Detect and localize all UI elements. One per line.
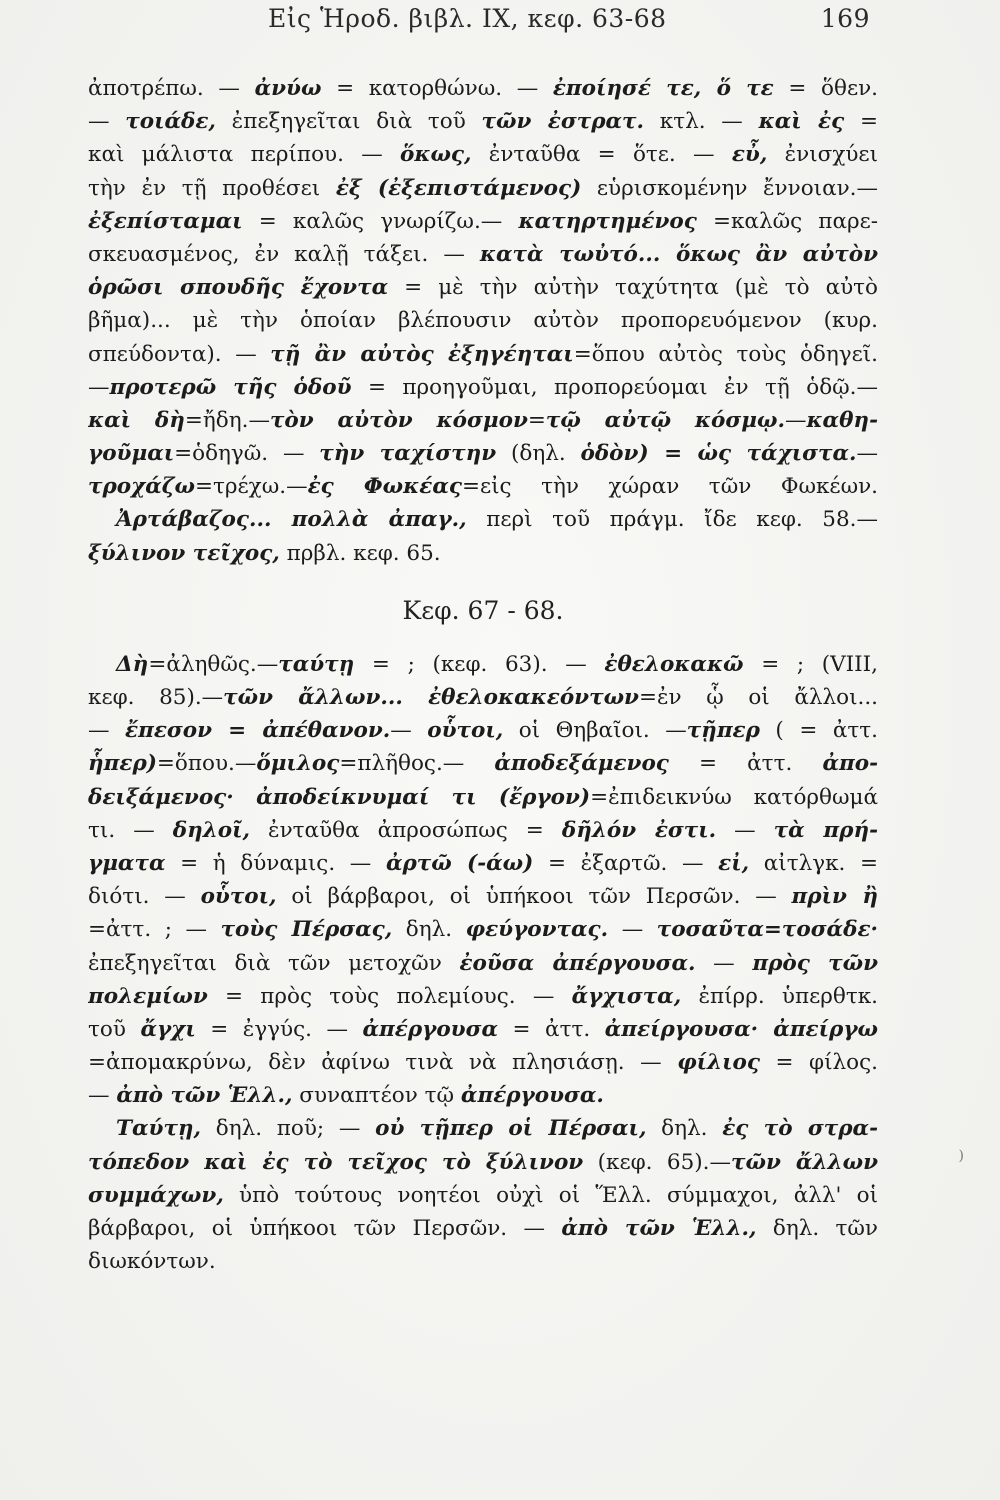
gloss-text: — (784, 407, 807, 433)
gloss-text: =καλῶς παρε- (696, 208, 878, 234)
gloss-text: = ἀττ. (668, 751, 823, 777)
lemma-term: συμμάχων, (88, 1182, 224, 1208)
lemma-term: Ἀρτάβαζος... πολλὰ ἀπαγ., (116, 507, 467, 533)
commentary-section-ch63-66 (88, 72, 878, 570)
gloss-text: — (88, 374, 110, 400)
gloss-text: κτλ. — (644, 109, 759, 135)
gloss-text: = φίλος. (759, 1050, 878, 1076)
gloss-text: ἐπίρρ. ὑπερθτκ. (681, 983, 878, 1009)
lemma-term: ἀνύω (254, 76, 322, 101)
gloss-text: = ἐγγύς. — (195, 1016, 363, 1042)
gloss-text: ὑπὸ τούτους νοητέοι οὐχὶ οἱ Ἕλλ. σύμμαχοι, ἀλλ' οἱ (223, 1182, 878, 1208)
text-line (88, 338, 878, 371)
gloss-text: — (88, 109, 126, 135)
gloss-text: =ὁδηγῶ. — (174, 441, 320, 467)
gloss-text: ἀποτρέπω. — (88, 76, 255, 101)
text-line (88, 72, 878, 105)
gloss-text: = ; (VIII, (743, 651, 878, 677)
gloss-text: ἐνισχύει (767, 142, 878, 168)
gloss-text: δηλ. ποῦ; — (201, 1116, 376, 1142)
text-line (88, 747, 878, 780)
gloss-text: δηλ. (646, 1116, 723, 1142)
lemma-term: ἐθελοκακῶ (604, 651, 744, 677)
text-line (88, 980, 878, 1013)
lemma-term: πολεμίων (88, 983, 208, 1009)
gloss-text: βάρβαροι, οἱ ὑπήκοοι τῶν Περσῶν. — (88, 1216, 562, 1241)
gloss-text: δηλ. τῶν (756, 1216, 878, 1241)
gloss-text: =ἀληθῶς.— (148, 651, 279, 677)
gloss-text: = (844, 109, 878, 135)
gloss-text: διότι. — (88, 884, 201, 910)
gloss-text: — (608, 917, 657, 943)
lemma-term: ταύτῃ (278, 651, 355, 677)
gloss-text: σκευασμένος, ἐν καλῇ τάξει. — (88, 241, 480, 267)
margin-mark: ) (958, 1148, 964, 1164)
lemma-term: τῶν ἄλλων... ἐθελοκακεόντων (223, 685, 639, 710)
gloss-text: = ὅθεν. (773, 76, 878, 101)
lemma-term: προτερῶ τῆς ὁδοῦ (109, 374, 352, 400)
lemma-term: ἐξ (ἐξεπιστάμενος) (335, 175, 582, 201)
gloss-text: =ὅπου.— (156, 751, 257, 777)
gloss-text: — (695, 950, 753, 976)
text-line (88, 537, 878, 570)
text-line (88, 648, 878, 681)
lemma-term: ἐοῦσα ἀπέργουσα. (459, 950, 696, 976)
gloss-text: = ; (κεφ. 63). — (354, 651, 605, 677)
lemma-term: ἄγχιστα, (571, 983, 682, 1009)
lemma-term: εὖ, (731, 142, 768, 168)
text-line (88, 470, 878, 503)
text-line (88, 714, 878, 747)
gloss-text: καὶ μάλιστα περίπου. — (88, 142, 400, 168)
text-line (88, 1079, 878, 1112)
lemma-term: κατὰ τωὐτό... ὅκως ἂν αὐτὸν (479, 241, 878, 267)
gloss-text: τὴν ἐν τῇ προθέσει (88, 175, 336, 201)
text-line (88, 503, 878, 536)
gloss-text: =πλῆθος.— (339, 751, 495, 777)
lemma-term: ξύλινον τεῖχος, (88, 540, 280, 566)
text-line (88, 1212, 878, 1245)
gloss-text: δηλ. (392, 917, 466, 943)
running-title: Εἰς Ἡροδ. βιβλ. IX, κεφ. 63-68 (268, 4, 667, 33)
commentary-section-ch67-68 (88, 648, 878, 1279)
lemma-term: τοιάδε, (125, 109, 216, 135)
gloss-text: περὶ τοῦ πράγμ. ἴδε κεφ. 58.— (466, 507, 878, 533)
text-line (88, 1179, 878, 1212)
running-header (268, 4, 878, 44)
lemma-term: ὅμιλος (256, 751, 340, 777)
gloss-text: =τρέχω.— (195, 474, 308, 500)
gloss-text: — (390, 718, 428, 744)
gloss-text: ἐνταῦθα ἀπροσώπως = (250, 817, 562, 843)
text-line (88, 1046, 878, 1079)
gloss-text: = ἀττ. (498, 1016, 605, 1042)
gloss-text: ἐνταῦθα = ὅτε. — (471, 142, 732, 168)
lemma-term: τὰ πρή- (773, 817, 878, 843)
lemma-term: δειξάμενος· ἀποδείκνυμαί τι (ἔργον) (88, 784, 591, 810)
lemma-term: τροχάζω (88, 474, 195, 500)
text-line (88, 271, 878, 304)
lemma-term: τόπεδον καὶ ἐς τὸ τεῖχος τὸ ξύλινον (88, 1149, 584, 1175)
lemma-term: ἀπο- (822, 751, 878, 777)
gloss-text: εὑρισκομένην ἔννοιαν.— (581, 175, 878, 201)
gloss-text: = μὲ τὴν αὐτὴν ταχύτητα (μὲ τὸ αὐτὸ (388, 275, 878, 301)
text-line (88, 681, 878, 714)
text-line (88, 238, 878, 271)
lemma-term: δηλοῖ, (172, 817, 251, 843)
lemma-term: ἐποίησέ τε, ὅ τε (552, 76, 774, 101)
lemma-term: ἐς Φωκέας (307, 474, 462, 500)
lemma-term: γοῦμαι (88, 441, 175, 467)
gloss-text: — (88, 1083, 117, 1109)
gloss-text: (δηλ. (496, 441, 581, 467)
text-line (88, 913, 878, 946)
lemma-term: ὅκως, (400, 142, 472, 168)
lemma-term: φίλιος (677, 1050, 760, 1076)
text-line (88, 105, 878, 138)
lemma-term: καὶ ἐς (758, 109, 845, 135)
lemma-term: ὁδὸν) = ὡς τάχιστα. (580, 441, 857, 467)
gloss-text: — (716, 817, 774, 843)
lemma-term: πρὸς τῶν (752, 950, 878, 976)
page-number: 169 (820, 4, 870, 33)
lemma-term: τοσαῦτα=τοσάδε· (656, 917, 878, 943)
text-line (88, 205, 878, 238)
lemma-term: ἐς τὸ στρα- (722, 1116, 878, 1142)
lemma-term: ἐξεπίσταμαι (88, 208, 243, 234)
gloss-text: =ἐν ᾧ οἱ ἄλλοι... (638, 685, 878, 710)
gloss-text: οἱ βάρβαροι, οἱ ὑπήκοοι τῶν Περσῶν. — (276, 884, 792, 910)
lemma-term: τὸν αὐτὸν κόσμον (269, 407, 528, 433)
lemma-term: ἀπὸ τῶν Ἑλλ., (116, 1083, 293, 1109)
text-line (88, 1146, 878, 1179)
gloss-text: = καλῶς γνωρίζω.— (242, 208, 519, 234)
text-line (88, 781, 878, 814)
lemma-term: καὶ δὴ (88, 407, 185, 433)
section-heading: Κεφ. 67 - 68. (402, 595, 564, 625)
gloss-text: συναπτέον τῷ (292, 1083, 461, 1109)
lemma-term: τῇ ἂν αὐτὸς ἐξηγέηται (270, 341, 574, 367)
lemma-term: τοὺς Πέρσας, (220, 917, 393, 943)
lemma-term: οὐ τῇπερ οἱ Πέρσαι, (375, 1116, 647, 1142)
gloss-text: τοῦ (88, 1016, 141, 1042)
lemma-term: Δὴ (116, 651, 149, 677)
gloss-text: διωκόντων. (88, 1249, 216, 1275)
lemma-term: ἀποδεξάμενος (494, 751, 669, 777)
gloss-text: — (856, 441, 878, 467)
gloss-text: ( = ἀττ. (759, 718, 878, 744)
lemma-term: φεύγοντας. (465, 917, 609, 943)
lemma-term: γματα (88, 850, 166, 876)
lemma-term: πρὶν ἢ (791, 884, 878, 910)
text-line (88, 138, 878, 171)
text-line (88, 1112, 878, 1145)
gloss-text: =ἤδη.— (184, 407, 270, 433)
gloss-text: = ἡ δύναμις. — (165, 850, 386, 876)
text-line (88, 1245, 878, 1278)
lemma-term: εἰ, (718, 850, 750, 876)
gloss-text: =εἰς τὴν χώραν τῶν Φωκέων. (461, 474, 878, 500)
text-line (88, 404, 878, 437)
gloss-text: =ἀττ. ; — (88, 917, 221, 943)
lemma-term: καθη- (806, 407, 878, 433)
lemma-term: ἀπέργουσα. (460, 1083, 604, 1109)
lemma-term: τῶν ἄλλων (731, 1149, 878, 1175)
gloss-text: = πρὸς τοὺς πολεμίους. — (207, 983, 572, 1009)
lemma-term: ἀπείργουσα· ἀπείργω (604, 1016, 878, 1042)
lemma-term: τῇπερ (686, 718, 760, 744)
text-line (88, 880, 878, 913)
gloss-text: σπεύδοντα). — (88, 341, 271, 367)
gloss-text: τι. — (88, 817, 173, 843)
gloss-text: βῆμα)... μὲ τὴν ὁποίαν βλέπουσιν αὐτὸν προπορευόμενον (κυρ. (88, 308, 878, 334)
gloss-text: κεφ. 85).— (88, 685, 224, 710)
text-line (88, 437, 878, 470)
gloss-text: =ἀπομακρύνω, δὲν ἀφίνω τινὰ νὰ πλησιάσῃ. — (88, 1050, 678, 1076)
text-line (88, 847, 878, 880)
gloss-text: αἰτλγκ. = (749, 850, 878, 876)
text-line (88, 172, 878, 205)
gloss-text: = κατορθώνω. — (321, 76, 553, 101)
lemma-term: τῷ αὐτῷ κόσμῳ. (545, 407, 785, 433)
lemma-term: κατηρτημένος (518, 208, 697, 234)
lemma-term: οὗτοι, (200, 884, 277, 910)
lemma-term: ἧπερ) (88, 751, 157, 777)
gloss-text: οἱ Θηβαῖοι. — (503, 718, 687, 744)
text-line (88, 1013, 878, 1046)
text-line (88, 814, 878, 847)
gloss-text: = προηγοῦμαι, προπορεύομαι ἐν τῇ ὁδῷ.— (351, 374, 878, 400)
lemma-term: ἔπεσον = ἀπέθανον. (125, 718, 391, 744)
lemma-term: ἀπὸ τῶν Ἑλλ., (561, 1216, 757, 1241)
lemma-term: τῶν ἐστρατ. (481, 109, 644, 135)
lemma-term: ἀπέργουσα (362, 1016, 498, 1042)
lemma-term: ἀρτῶ (-άω) (385, 850, 534, 876)
gloss-text: — (88, 718, 126, 744)
gloss-text: =ἐπιδεικνύω κατόρθωμά (590, 784, 878, 810)
lemma-term: τὴν ταχίστην (319, 441, 497, 467)
gloss-text: = ἐξαρτῶ. — (533, 850, 719, 876)
gloss-text: ἐπεξηγεῖται διὰ τῶν μετοχῶν (88, 950, 460, 976)
gloss-text: = (527, 407, 546, 433)
lemma-term: ὁρῶσι σπουδῆς ἔχοντα (88, 275, 389, 301)
lemma-term: δῆλόν ἐστι. (561, 817, 717, 843)
lemma-term: ἄγχι (140, 1016, 196, 1042)
text-line (88, 947, 878, 980)
text-line (88, 371, 878, 404)
lemma-term: Ταύτῃ, (116, 1116, 202, 1142)
lemma-term: οὗτοι, (427, 718, 504, 744)
commentary-body (88, 72, 878, 1278)
gloss-text: =ὅπου αὐτὸς τοὺς ὁδηγεῖ. (573, 341, 878, 367)
text-line (88, 304, 878, 337)
gloss-text: πρβλ. κεφ. 65. (279, 540, 441, 566)
gloss-text: ἐπεξηγεῖται διὰ τοῦ (215, 109, 482, 135)
gloss-text: (κεφ. 65).— (583, 1149, 731, 1175)
